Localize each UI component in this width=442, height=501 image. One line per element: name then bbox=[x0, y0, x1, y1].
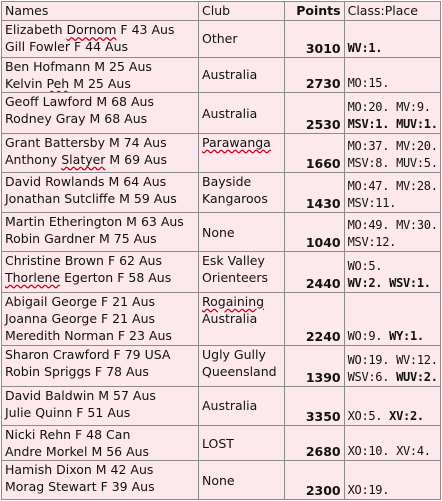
table-row bbox=[2, 251, 441, 292]
table-row bbox=[2, 461, 441, 500]
club-cell bbox=[199, 461, 285, 500]
points-cell: 2730 bbox=[284, 57, 344, 93]
table-row bbox=[2, 213, 441, 252]
team-member-name: Robin Spriggs F 78 Aus bbox=[5, 364, 149, 380]
club-name: Orienteers bbox=[202, 269, 268, 285]
class-place-line bbox=[348, 482, 437, 499]
class-place-cell bbox=[344, 133, 440, 172]
class-place-line bbox=[348, 408, 437, 425]
points-cell: 3350 bbox=[284, 387, 344, 426]
class-place-line bbox=[348, 155, 437, 172]
club-name: Esk Valley bbox=[202, 252, 265, 268]
club-name: Ugly Gully bbox=[202, 347, 266, 363]
team-member-name: Robin Gardner M 75 Aus bbox=[5, 231, 157, 247]
results-table bbox=[1, 1, 441, 500]
class-place-entry: WO:19. WV:12. bbox=[347, 353, 438, 368]
table-row bbox=[2, 292, 441, 346]
table-row bbox=[2, 346, 441, 387]
team-member-name: Sharon Crawford F 79 USA bbox=[5, 347, 171, 363]
team-names-cell bbox=[2, 21, 199, 58]
class-place-line bbox=[348, 138, 437, 155]
class-place-entry: WO:5. bbox=[347, 258, 383, 273]
team-names-cell bbox=[2, 93, 199, 134]
team-member-name: Hamish Dixon M 42 Aus bbox=[5, 462, 154, 478]
team-member-name: Rodney Gray M 68 Aus bbox=[5, 111, 148, 127]
class-place-entry: MSV:12. bbox=[347, 234, 397, 249]
class-place-cell bbox=[344, 292, 440, 346]
points-cell: 1040 bbox=[284, 213, 344, 252]
team-names-cell bbox=[2, 346, 199, 387]
club-name: Kangaroos bbox=[202, 190, 268, 206]
points-cell: 2440 bbox=[284, 251, 344, 292]
class-place-entry: MO:49. MV:30. bbox=[347, 217, 438, 232]
club-name: Other bbox=[202, 31, 238, 47]
class-place-line bbox=[348, 99, 437, 116]
table-row bbox=[2, 21, 441, 58]
class-place-line bbox=[348, 234, 437, 251]
class-place-entry: MO:15. bbox=[347, 76, 390, 91]
team-names-cell bbox=[2, 387, 199, 426]
table-row bbox=[2, 57, 441, 93]
class-place-cell bbox=[344, 461, 440, 500]
team-member-name: Abigail George F 21 Aus bbox=[5, 293, 156, 309]
spellcheck-flagged-word: Peh bbox=[46, 75, 70, 91]
club-name: Rogaining bbox=[202, 293, 265, 309]
class-place-line bbox=[348, 258, 437, 275]
table-row bbox=[2, 387, 441, 426]
header-points: Points bbox=[284, 2, 344, 21]
team-names-cell bbox=[2, 57, 199, 93]
club-name: Australia bbox=[202, 310, 258, 326]
club-name: Australia bbox=[202, 398, 258, 414]
header-club: Club bbox=[199, 2, 285, 21]
points-cell: 2300 bbox=[284, 461, 344, 500]
class-place-line bbox=[348, 275, 437, 292]
spellcheck-flagged-word: Dornom bbox=[66, 22, 117, 37]
team-member-name: Gill Fowler F 44 Aus bbox=[5, 39, 128, 54]
team-names-cell bbox=[2, 172, 199, 213]
class-place-line bbox=[348, 328, 437, 345]
team-member-name: Ben Hofmann M 25 Aus bbox=[5, 58, 152, 74]
points-cell: 1430 bbox=[284, 172, 344, 213]
class-place-cell bbox=[344, 57, 440, 93]
points-cell: 1390 bbox=[284, 346, 344, 387]
team-member-name: Geoff Lawford M 68 Aus bbox=[5, 94, 154, 110]
club-cell bbox=[199, 21, 285, 58]
club-cell bbox=[199, 57, 285, 93]
team-member-name: David Rowlands M 64 Aus bbox=[5, 173, 167, 189]
points-cell: 1660 bbox=[284, 133, 344, 172]
points-cell: 3010 bbox=[284, 21, 344, 58]
class-place-entry: MO:37. MV:20. bbox=[347, 138, 438, 153]
class-place-entry: WO:9. bbox=[347, 329, 390, 344]
class-place-entry: MO:20. MV:9. bbox=[347, 99, 431, 114]
header-class-place: Class:Place bbox=[344, 2, 440, 21]
spellcheck-flagged-word: Slatyer bbox=[61, 151, 106, 167]
class-place-cell bbox=[344, 213, 440, 252]
team-member-name: Julie Quinn F 51 Aus bbox=[5, 405, 131, 421]
club-cell bbox=[199, 172, 285, 213]
class-place-cell bbox=[344, 172, 440, 213]
team-member-name: Jonathan Sutcliffe M 59 Aus bbox=[5, 190, 177, 206]
class-place-cell bbox=[344, 425, 440, 461]
club-name: None bbox=[202, 224, 235, 240]
club-name: Parawanga bbox=[202, 134, 271, 150]
class-place-win: WV:2. WSV:1. bbox=[347, 275, 431, 290]
club-cell bbox=[199, 251, 285, 292]
team-names-cell bbox=[2, 461, 199, 500]
table-row bbox=[2, 133, 441, 172]
club-name: LOST bbox=[202, 435, 234, 451]
team-names-cell bbox=[2, 425, 199, 461]
team-member-name: Andre Morkel M 56 Aus bbox=[5, 443, 150, 459]
class-place-cell bbox=[344, 346, 440, 387]
team-member-name: Grant Battersby M 74 Aus bbox=[5, 134, 167, 150]
team-member-name: Martin Etherington M 63 Aus bbox=[5, 214, 184, 230]
club-name: Queensland bbox=[202, 364, 277, 380]
club-cell bbox=[199, 133, 285, 172]
header-names: Names bbox=[2, 2, 199, 21]
class-place-entry: WSV:6. bbox=[347, 370, 397, 385]
class-place-entry: MSV:11. bbox=[347, 196, 397, 211]
class-place-line bbox=[348, 195, 437, 212]
table-row bbox=[2, 425, 441, 461]
class-place-entry: MO:47. MV:28. bbox=[347, 179, 438, 194]
class-place-win: WUV:2. bbox=[396, 370, 438, 385]
team-member-name: Morag Stewart F 39 Aus bbox=[5, 479, 155, 495]
class-place-line bbox=[348, 40, 437, 57]
club-cell bbox=[199, 93, 285, 134]
team-names-cell bbox=[2, 251, 199, 292]
team-member-name: Thorlene Egerton F 58 Aus bbox=[5, 269, 172, 285]
club-name: Australia bbox=[202, 105, 258, 121]
header-row bbox=[2, 2, 441, 21]
class-place-entry: XO:10. XV:4. bbox=[347, 444, 431, 459]
club-name: Australia bbox=[202, 67, 258, 83]
team-member-name: Christine Brown F 62 Aus bbox=[5, 252, 162, 268]
results-body bbox=[2, 21, 441, 500]
class-place-entry: XO:19. bbox=[347, 483, 390, 497]
class-place-line bbox=[348, 116, 437, 133]
class-place-win: XV:2. bbox=[389, 408, 424, 423]
class-place-cell bbox=[344, 93, 440, 134]
class-place-cell bbox=[344, 251, 440, 292]
class-place-line bbox=[348, 217, 437, 234]
points-cell: 2680 bbox=[284, 425, 344, 461]
class-place-win: WV:1. bbox=[347, 40, 383, 55]
class-place-win: WY:1. bbox=[389, 329, 424, 344]
class-place-cell bbox=[344, 21, 440, 58]
club-cell bbox=[199, 213, 285, 252]
class-place-line bbox=[348, 352, 437, 369]
class-place-cell bbox=[344, 387, 440, 426]
class-place-line bbox=[348, 75, 437, 92]
team-member-name: Meredith Norman F 23 Aus bbox=[5, 327, 172, 343]
club-name: None bbox=[202, 472, 235, 488]
team-names-cell bbox=[2, 133, 199, 172]
class-place-line bbox=[348, 369, 437, 386]
spellcheck-flagged-word: Thorlene bbox=[5, 269, 61, 285]
class-place-entry: MSV:8. MUV:5. bbox=[347, 155, 438, 170]
team-member-name: Nicki Rehn F 48 Can bbox=[5, 426, 131, 442]
club-cell bbox=[199, 346, 285, 387]
team-member-name: Anthony Slatyer M 69 Aus bbox=[5, 151, 168, 167]
class-place-entry: XO:5. bbox=[347, 408, 390, 423]
team-member-name: Kelvin Peh M 25 Aus bbox=[5, 75, 131, 91]
team-member-name: Elizabeth Dornom F 43 Aus bbox=[5, 22, 175, 37]
class-place-line bbox=[348, 443, 437, 460]
class-place-line bbox=[348, 178, 437, 195]
team-names-cell bbox=[2, 292, 199, 346]
club-cell bbox=[199, 292, 285, 346]
club-name: Bayside bbox=[202, 173, 252, 189]
points-cell: 2240 bbox=[284, 292, 344, 346]
table-row bbox=[2, 172, 441, 213]
club-cell bbox=[199, 425, 285, 461]
team-names-cell bbox=[2, 213, 199, 252]
team-member-name: David Baldwin M 57 Aus bbox=[5, 388, 156, 404]
class-place-win: MSV:1. MUV:1. bbox=[347, 116, 438, 131]
points-cell: 2530 bbox=[284, 93, 344, 134]
team-member-name: Joanna George F 21 Aus bbox=[5, 310, 156, 326]
club-cell bbox=[199, 387, 285, 426]
table-row bbox=[2, 93, 441, 134]
